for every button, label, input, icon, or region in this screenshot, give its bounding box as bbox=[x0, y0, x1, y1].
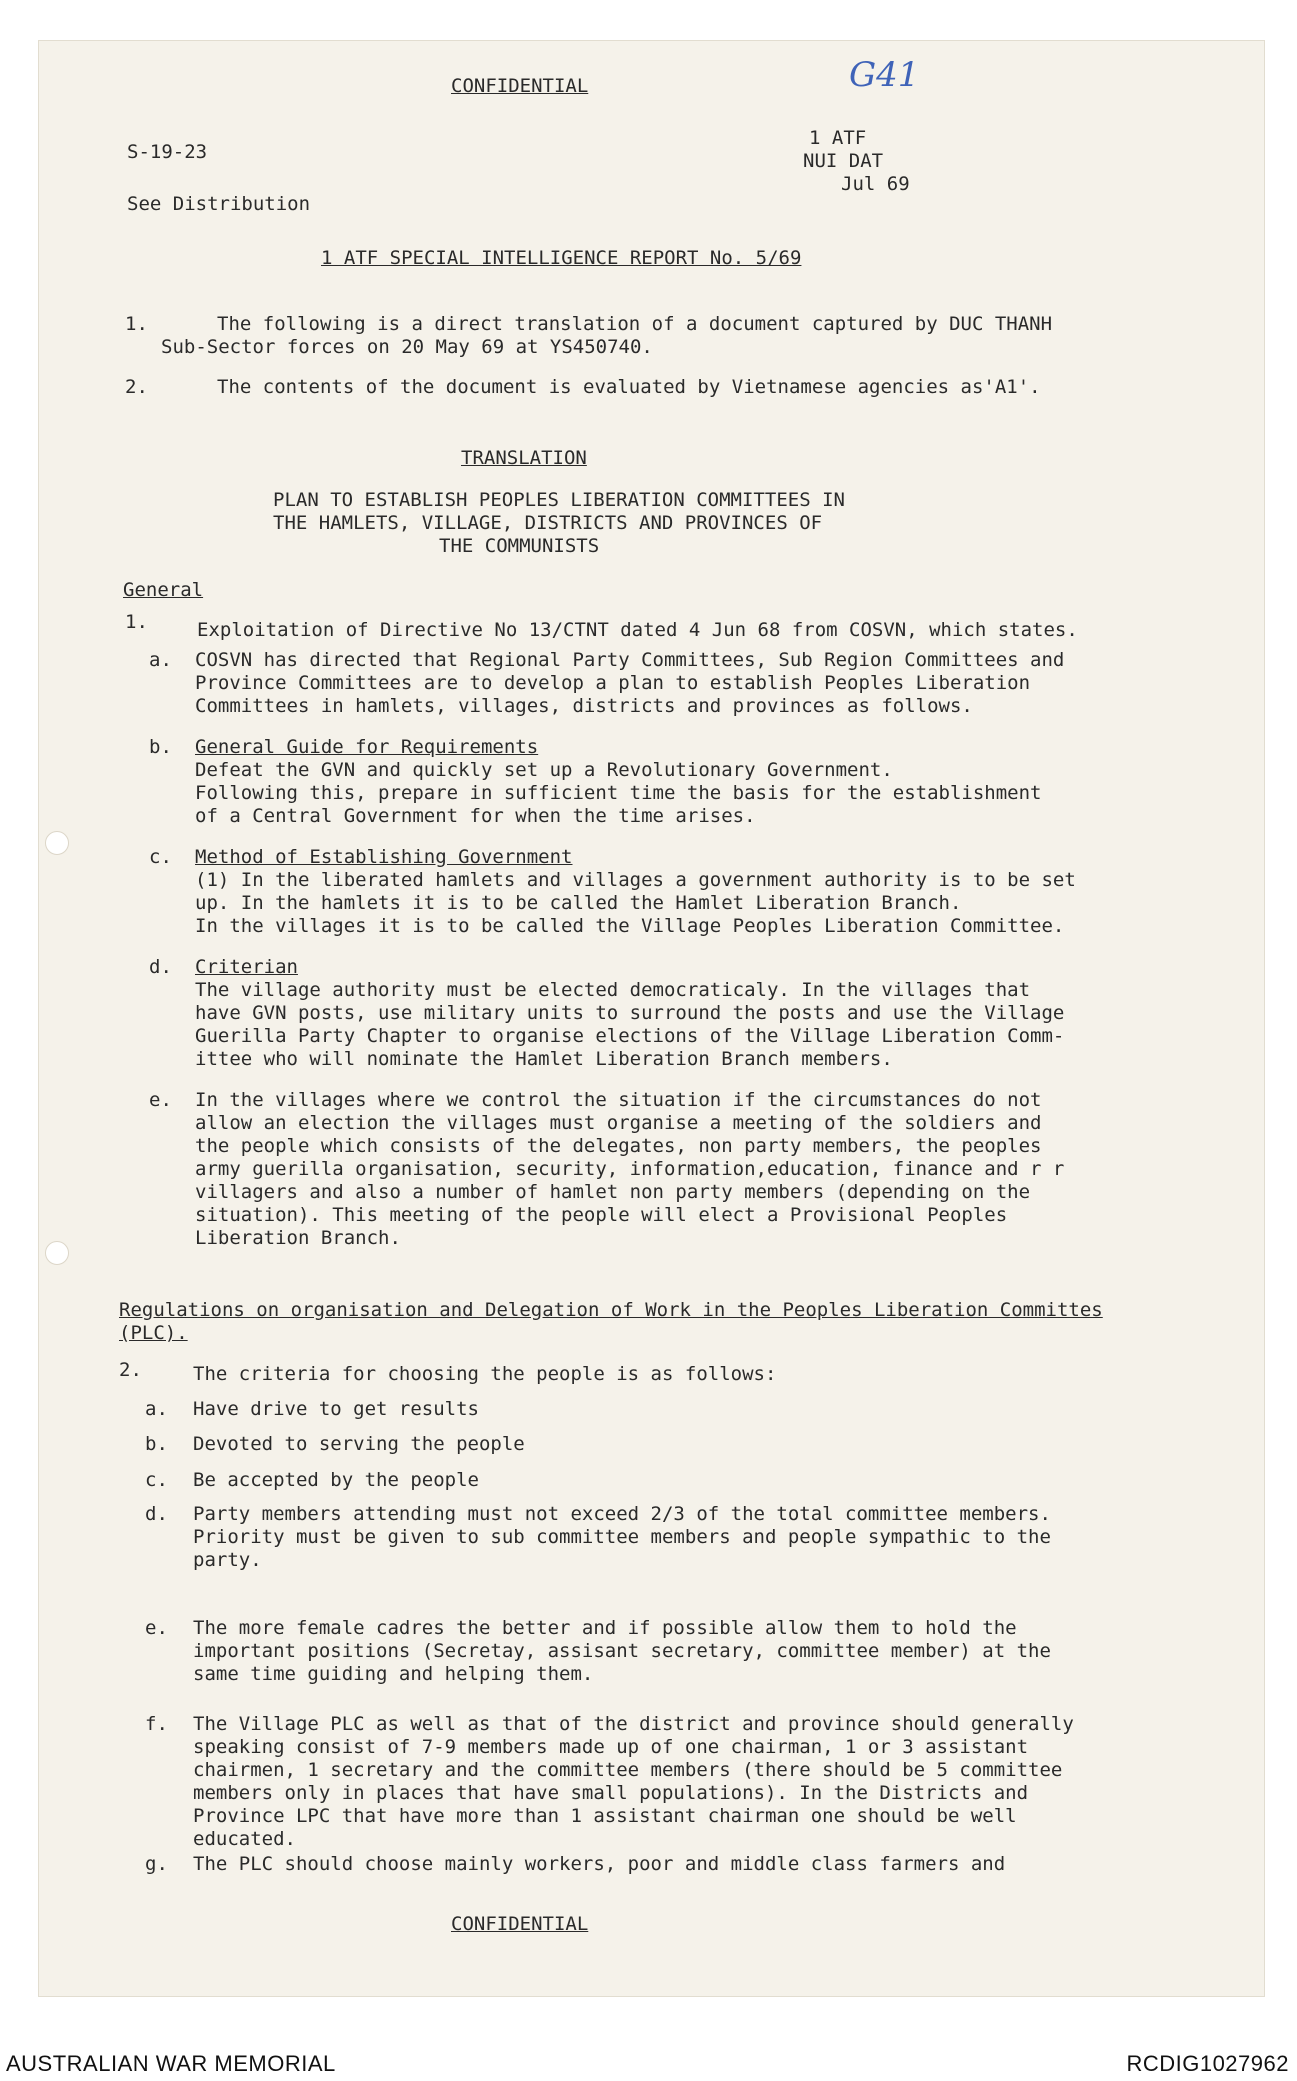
item-line: Defeat the GVN and quickly set up a Revolutionary Government. bbox=[195, 759, 893, 781]
item-line: speaking consist of 7-9 members made up of one chairman, 1 or 3 assistant bbox=[193, 1736, 1029, 1758]
item-title: Criterian bbox=[195, 956, 298, 978]
translation-heading: TRANSLATION bbox=[461, 447, 587, 469]
item-line: Province LPC that have more than 1 assistant chairman one should be well bbox=[193, 1805, 1017, 1827]
item-line: situation). This meeting of the people will elect a Provisional Peoples bbox=[195, 1204, 1008, 1226]
item-line: Devoted to serving the people bbox=[193, 1433, 525, 1455]
punch-hole-top bbox=[45, 831, 69, 855]
unit-name: 1 ATF bbox=[809, 127, 867, 149]
intro-line: Sub-Sector forces on 20 May 69 at YS450740. bbox=[161, 336, 653, 358]
footer-bar bbox=[0, 2043, 1297, 2081]
item-line: Guerilla Party Chapter to organise elections of the Village Liberation Comm- bbox=[195, 1025, 1065, 1047]
item-line: In the villages where we control the situation if the circumstances do not bbox=[195, 1089, 1042, 1111]
item-title: Method of Establishing Government bbox=[195, 846, 573, 868]
item-line: allow an election the villages must organise a meeting of the soldiers and bbox=[195, 1112, 1042, 1134]
paragraph-number: 1. bbox=[125, 313, 148, 335]
item-letter: c. bbox=[145, 1469, 168, 1491]
document-title-line: THE HAMLETS, VILLAGE, DISTRICTS AND PROVINCES OF bbox=[273, 512, 823, 534]
item-letter: d. bbox=[149, 956, 172, 978]
item-line: have GVN posts, use military units to surround the posts and use the Village bbox=[195, 1002, 1065, 1024]
section-heading-regulations: Regulations on organisation and Delegation of Work in the Peoples Liberation Committes bbox=[119, 1299, 1103, 1321]
item-line: The village authority must be elected democraticaly. In the villages that bbox=[195, 979, 1031, 1001]
section-heading-general: General bbox=[123, 579, 204, 601]
item-line: members only in places that have small populations). In the Districts and bbox=[193, 1782, 1029, 1804]
item-letter: f. bbox=[145, 1713, 168, 1735]
file-reference: S-19-23 bbox=[127, 141, 208, 163]
item-letter: a. bbox=[145, 1398, 168, 1420]
footer-institution: AUSTRALIAN WAR MEMORIAL bbox=[6, 2051, 336, 2076]
handwritten-reference: G41 bbox=[849, 55, 920, 95]
paragraph-number: 1. bbox=[125, 611, 148, 633]
item-line: villagers and also a number of hamlet non party members (depending on the bbox=[195, 1181, 1031, 1203]
item-line: same time guiding and helping them. bbox=[193, 1663, 594, 1685]
item-title: General Guide for Requirements bbox=[195, 736, 539, 758]
item-line: Priority must be given to sub committee members and people sympathic to the bbox=[193, 1526, 1051, 1548]
item-line: Be accepted by the people bbox=[193, 1469, 479, 1491]
item-line: Province Committees are to develop a plan to establish Peoples Liberation bbox=[195, 672, 1031, 694]
paragraph-number: 2. bbox=[119, 1359, 142, 1381]
item-letter: e. bbox=[145, 1617, 168, 1639]
classification-top: CONFIDENTIAL bbox=[451, 75, 589, 97]
item-line: (1) In the liberated hamlets and villages a government authority is to be set bbox=[195, 869, 1076, 891]
paragraph-text: Exploitation of Directive No 13/CTNT dated 4 Jun 68 from COSVN, which states. bbox=[197, 619, 1078, 641]
footer-record-id: RCDIG1027962 bbox=[1126, 2051, 1289, 2076]
intro-line: The contents of the document is evaluated by Vietnamese agencies as'A1'. bbox=[217, 376, 1041, 398]
report-date: Jul 69 bbox=[841, 173, 910, 195]
section-heading-regulations: (PLC). bbox=[119, 1322, 188, 1344]
item-letter: b. bbox=[149, 736, 172, 758]
item-letter: b. bbox=[145, 1433, 168, 1455]
document-page bbox=[38, 40, 1265, 1997]
addressee: See Distribution bbox=[127, 193, 311, 215]
item-line: Have drive to get results bbox=[193, 1398, 479, 1420]
item-line: The PLC should choose mainly workers, poor and middle class farmers and bbox=[193, 1853, 1006, 1875]
item-line: The more female cadres the better and if possible allow them to hold the bbox=[193, 1617, 1017, 1639]
item-letter: g. bbox=[145, 1853, 168, 1875]
item-letter: a. bbox=[149, 649, 172, 671]
item-line: chairmen, 1 secretary and the committee members (there should be 5 committee bbox=[193, 1759, 1063, 1781]
item-letter: e. bbox=[149, 1089, 172, 1111]
item-line: party. bbox=[193, 1549, 262, 1571]
document-text-area bbox=[79, 41, 1259, 1996]
item-line: army guerilla organisation, security, information,education, finance and r r bbox=[195, 1158, 1065, 1180]
item-line: In the villages it is to be called the Village Peoples Liberation Committee. bbox=[195, 915, 1065, 937]
location: NUI DAT bbox=[803, 150, 884, 172]
report-title: 1 ATF SPECIAL INTELLIGENCE REPORT No. 5/69 bbox=[321, 247, 802, 269]
item-letter: c. bbox=[149, 846, 172, 868]
item-line: ittee who will nominate the Hamlet Liberation Branch members. bbox=[195, 1048, 893, 1070]
item-line: Committees in hamlets, villages, districts and provinces as follows. bbox=[195, 695, 973, 717]
document-title-line: THE COMMUNISTS bbox=[439, 535, 600, 557]
document-title-line: PLAN TO ESTABLISH PEOPLES LIBERATION COMMITTEES IN bbox=[273, 489, 845, 511]
item-line: Following this, prepare in sufficient time the basis for the establishment bbox=[195, 782, 1042, 804]
item-line: educated. bbox=[193, 1828, 296, 1850]
item-line: Liberation Branch. bbox=[195, 1227, 401, 1249]
item-letter: d. bbox=[145, 1503, 168, 1525]
item-line: COSVN has directed that Regional Party Committees, Sub Region Committees and bbox=[195, 649, 1065, 671]
intro-line: The following is a direct translation of a document captured by DUC THANH bbox=[217, 313, 1053, 335]
item-line: of a Central Government for when the time arises. bbox=[195, 805, 756, 827]
item-line: important positions (Secretay, assisant secretary, committee member) at the bbox=[193, 1640, 1051, 1662]
item-line: the people which consists of the delegates, non party members, the peoples bbox=[195, 1135, 1042, 1157]
item-line: Party members attending must not exceed 2/3 of the total committee members. bbox=[193, 1503, 1051, 1525]
punch-hole-bottom bbox=[45, 1241, 69, 1265]
item-line: The Village PLC as well as that of the district and province should generally bbox=[193, 1713, 1074, 1735]
item-line: up. In the hamlets it is to be called the Hamlet Liberation Branch. bbox=[195, 892, 962, 914]
paragraph-number: 2. bbox=[125, 376, 148, 398]
classification-bottom: CONFIDENTIAL bbox=[451, 1913, 589, 1935]
paragraph-text: The criteria for choosing the people is as follows: bbox=[193, 1363, 777, 1385]
